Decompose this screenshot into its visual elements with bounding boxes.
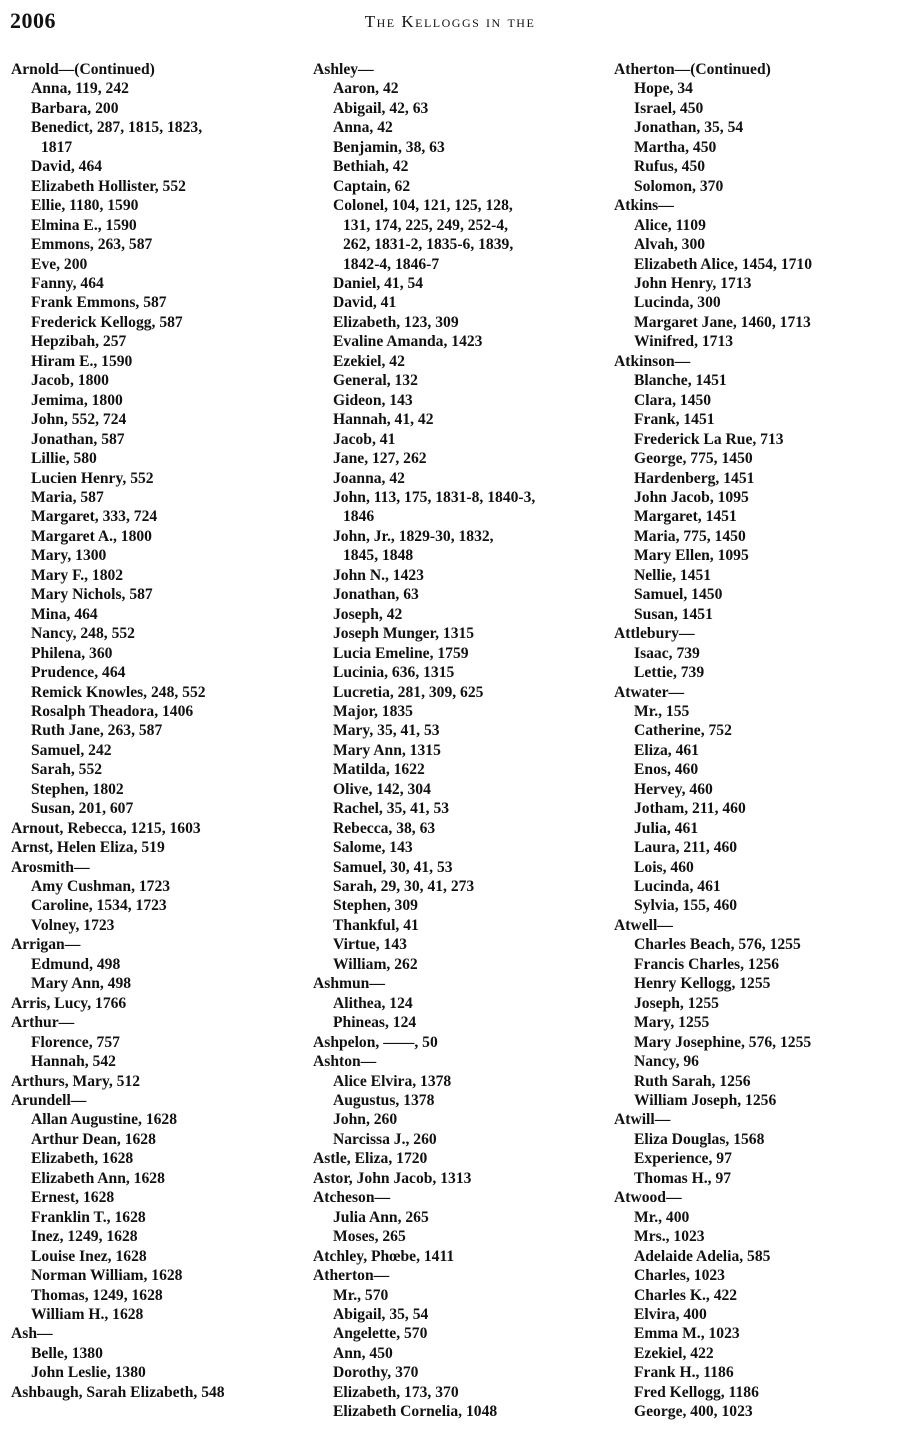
index-entry: Emmons, 263, 587 [31, 236, 153, 254]
index-entry: Mary, 1300 [31, 547, 107, 565]
index-entry: Blanche, 1451 [634, 372, 727, 390]
index-entry: Anna, 42 [333, 119, 393, 137]
index-entry: Jemima, 1800 [31, 391, 123, 409]
index-entry: Gideon, 143 [333, 391, 413, 409]
index-entry: Thomas, 1249, 1628 [31, 1286, 163, 1304]
index-entry: John, Jr., 1829-30, 1832, [333, 527, 494, 545]
index-entry: Mina, 464 [31, 605, 98, 623]
index-entry: Elizabeth, 123, 309 [333, 313, 459, 331]
index-entry: Julia Ann, 265 [333, 1208, 429, 1226]
index-entry: Joseph Munger, 1315 [333, 625, 475, 643]
index-entry: Barbara, 200 [31, 99, 119, 117]
index-entry: Frank H., 1186 [634, 1364, 734, 1382]
index-entry: Lois, 460 [634, 858, 694, 876]
index-entry: Clara, 1450 [634, 391, 712, 409]
index-entry: Joseph, 1255 [634, 994, 719, 1012]
index-entry: Norman William, 1628 [31, 1267, 183, 1285]
index-surname-heading: Atherton— [313, 1267, 390, 1285]
index-entry: Ezekiel, 422 [634, 1344, 714, 1362]
index-entry: Elizabeth Alice, 1454, 1710 [634, 255, 813, 273]
index-entry: Sylvia, 155, 460 [634, 897, 738, 915]
index-surname-heading: Attlebury— [614, 625, 695, 643]
index-entry: Mary Josephine, 576, 1255 [634, 1033, 812, 1051]
index-entry: Elizabeth, 173, 370 [333, 1383, 459, 1401]
index-entry: Mr., 400 [634, 1208, 690, 1226]
index-entry: Sarah, 29, 30, 41, 273 [333, 878, 475, 896]
index-entry: Catherine, 752 [634, 722, 732, 740]
index-entry: Samuel, 1450 [634, 586, 723, 604]
index-entry: Jonathan, 587 [31, 430, 125, 448]
index-surname-heading: Arnout, Rebecca, 1215, 1603 [11, 819, 201, 837]
index-entry: Fanny, 464 [31, 274, 104, 292]
index-entry: Nancy, 96 [634, 1053, 699, 1071]
index-entry: Prudence, 464 [31, 664, 126, 682]
index-entry: Hervey, 460 [634, 780, 713, 798]
index-surname-heading: Arrigan— [11, 936, 81, 954]
index-entry: Elmina E., 1590 [31, 216, 137, 234]
index-entry: David, 41 [333, 294, 397, 312]
index-entry: John, 113, 175, 1831-8, 1840-3, [333, 488, 536, 506]
index-entry: George, 400, 1023 [634, 1403, 753, 1421]
index-entry-continuation: 1846 [343, 508, 375, 526]
index-entry: Charles, 1023 [634, 1267, 725, 1285]
index-entry: Elvira, 400 [634, 1306, 707, 1323]
index-surname-heading: Astor, John Jacob, 1313 [313, 1169, 472, 1187]
index-entry: Solomon, 370 [634, 177, 724, 195]
index-entry: Phineas, 124 [333, 1014, 417, 1032]
running-head: The Kelloggs in the [364, 12, 536, 31]
index-entry: Stephen, 1802 [31, 780, 124, 798]
index-entry: Remick Knowles, 248, 552 [31, 683, 206, 701]
index-entry: Lucia Emeline, 1759 [333, 644, 469, 662]
index-entry: Evaline Amanda, 1423 [333, 333, 483, 351]
index-surname-heading: Atkinson— [614, 352, 691, 370]
index-entry: Frederick Kellogg, 587 [31, 313, 183, 331]
index-entry: Major, 1835 [333, 702, 413, 720]
index-surname-heading: Atherton—(Continued) [614, 61, 771, 78]
index-entry: Lillie, 580 [31, 450, 97, 468]
index-entry-continuation: 1817 [41, 138, 73, 156]
index-entry: Mr., 570 [333, 1286, 389, 1304]
index-entry: Jacob, 41 [333, 430, 396, 448]
index-entry: Thomas H., 97 [634, 1169, 732, 1187]
index-entry: Mr., 155 [634, 702, 690, 720]
index-entry: Philena, 360 [31, 644, 113, 662]
index-entry: Hardenberg, 1451 [634, 469, 755, 487]
index-entry: Lucretia, 281, 309, 625 [333, 683, 484, 701]
index-surname-heading: Atkins— [614, 197, 674, 215]
index-surname-heading: Arnst, Helen Eliza, 519 [11, 839, 165, 857]
index-entry: Elizabeth, 1628 [31, 1150, 134, 1168]
index-entry: Thankful, 41 [333, 916, 419, 934]
index-entry: Rachel, 35, 41, 53 [333, 800, 450, 818]
index-entry: Florence, 757 [31, 1033, 120, 1051]
index-entry: Salome, 143 [333, 839, 413, 857]
index-entry: Lucinia, 636, 1315 [333, 664, 455, 682]
index-surname-heading: Atwill— [614, 1111, 671, 1129]
index-entry: Emma M., 1023 [634, 1325, 740, 1343]
index-entry-continuation: 1842-4, 1846-7 [343, 255, 440, 273]
index-entry: John, 552, 724 [31, 411, 127, 429]
index-entry: Julia, 461 [634, 819, 699, 837]
index-entry: Belle, 1380 [31, 1344, 103, 1362]
index-entry: Lucinda, 461 [634, 878, 721, 896]
index-entry: Anna, 119, 242 [31, 80, 129, 98]
index-entry: Mary Ann, 498 [31, 975, 132, 993]
index-entry: Ezekiel, 42 [333, 352, 405, 370]
index-entry: Hepzibah, 257 [31, 333, 127, 351]
index-entry: Elizabeth Hollister, 552 [31, 177, 186, 195]
index-entry: Angelette, 570 [333, 1325, 428, 1343]
index-entry: Isaac, 739 [634, 644, 700, 662]
index-entry: Hiram E., 1590 [31, 352, 133, 370]
index-entry: Mary, 1255 [634, 1014, 710, 1032]
index-entry: Augustus, 1378 [333, 1092, 435, 1110]
index-entry: Frank, 1451 [634, 411, 715, 429]
index-entry: Samuel, 30, 41, 53 [333, 858, 453, 876]
index-entry: Maria, 775, 1450 [634, 527, 746, 545]
index-entry: Mrs., 1023 [634, 1228, 705, 1246]
index-entry: Volney, 1723 [31, 916, 115, 934]
index-entry: Margaret, 1451 [634, 508, 737, 526]
index-entry: Mary Ann, 1315 [333, 741, 441, 759]
index-entry: Rebecca, 38, 63 [333, 819, 436, 837]
index-column-1 [11, 60, 303, 1402]
index-entry: George, 775, 1450 [634, 450, 753, 468]
index-entry: Charles Beach, 576, 1255 [634, 936, 801, 954]
index-column-3 [614, 60, 900, 1422]
index-entry: Margaret Jane, 1460, 1713 [634, 313, 811, 331]
index-surname-heading: Ashley— [313, 61, 374, 78]
index-entry: Charles K., 422 [634, 1286, 738, 1304]
index-entry: Enos, 460 [634, 761, 699, 779]
index-entry: William H., 1628 [31, 1306, 144, 1323]
index-column-2 [313, 60, 605, 1422]
index-surname-heading: Arnold—(Continued) [11, 61, 155, 78]
index-entry: Alice Elvira, 1378 [333, 1072, 452, 1090]
index-surname-heading: Astle, Eliza, 1720 [313, 1150, 428, 1168]
index-entry: Eliza Douglas, 1568 [634, 1130, 765, 1148]
index-surname-heading: Ashmun— [313, 975, 385, 993]
index-entry: Henry Kellogg, 1255 [634, 975, 771, 993]
index-entry: Virtue, 143 [333, 936, 407, 954]
index-entry: Lettie, 739 [634, 664, 705, 682]
index-entry: Susan, 201, 607 [31, 800, 134, 818]
index-entry: Susan, 1451 [634, 605, 713, 623]
index-surname-heading: Atcheson— [313, 1189, 391, 1207]
index-surname-heading: Arris, Lucy, 1766 [11, 994, 127, 1012]
index-entry: Arthur Dean, 1628 [31, 1130, 156, 1148]
index-entry: Laura, 211, 460 [634, 839, 738, 857]
index-entry: Joanna, 42 [333, 469, 405, 487]
index-entry: Aaron, 42 [333, 80, 399, 98]
index-entry: John, 260 [333, 1111, 398, 1129]
index-entry: Lucinda, 300 [634, 294, 721, 312]
index-entry: Samuel, 242 [31, 741, 112, 759]
index-entry: Mary Nichols, 587 [31, 586, 153, 604]
index-entry: John Jacob, 1095 [634, 488, 749, 506]
index-entry: Moses, 265 [333, 1228, 406, 1246]
index-entry: Narcissa J., 260 [333, 1130, 437, 1148]
page-number: 2006 [10, 8, 56, 33]
index-entry: Adelaide Adelia, 585 [634, 1247, 771, 1265]
index-entry: David, 464 [31, 158, 103, 176]
index-entry: Jonathan, 63 [333, 586, 419, 604]
index-surname-heading: Arthurs, Mary, 512 [11, 1072, 141, 1090]
index-entry: Alice, 1109 [634, 216, 706, 234]
index-surname-heading: Ash— [11, 1325, 53, 1343]
index-entry: Jonathan, 35, 54 [634, 119, 744, 137]
index-entry: Eliza, 461 [634, 741, 699, 759]
index-entry: Martha, 450 [634, 138, 717, 156]
index-entry: Frank Emmons, 587 [31, 294, 167, 312]
index-entry: Jacob, 1800 [31, 372, 109, 390]
index-entry: Benedict, 287, 1815, 1823, [31, 119, 203, 137]
index-entry: Matilda, 1622 [333, 761, 425, 779]
index-entry: Fred Kellogg, 1186 [634, 1383, 759, 1401]
index-entry: Daniel, 41, 54 [333, 274, 424, 292]
index-entry: Maria, 587 [31, 488, 104, 506]
index-entry: Hannah, 542 [31, 1053, 116, 1071]
index-surname-heading: Ashton— [313, 1053, 377, 1071]
index-entry: Mary F., 1802 [31, 566, 124, 584]
index-entry: Bethiah, 42 [333, 158, 409, 176]
index-entry: Benjamin, 38, 63 [333, 138, 445, 156]
index-entry: Ann, 450 [333, 1344, 393, 1362]
index-entry: John Henry, 1713 [634, 274, 752, 292]
index-entry: Winifred, 1713 [634, 333, 734, 351]
index-entry: Elizabeth Ann, 1628 [31, 1169, 165, 1187]
index-entry: Jotham, 211, 460 [634, 800, 746, 818]
index-surname-heading: Atwater— [614, 683, 685, 701]
index-entry: Hannah, 41, 42 [333, 411, 434, 429]
index-entry: Edmund, 498 [31, 955, 121, 973]
index-entry: Elizabeth Cornelia, 1048 [333, 1403, 498, 1421]
index-entry-continuation: 1845, 1848 [343, 547, 414, 565]
index-entry: Rufus, 450 [634, 158, 706, 176]
index-surname-heading: Atwood— [614, 1189, 682, 1207]
index-entry: Alithea, 124 [333, 994, 413, 1012]
index-entry: Lucien Henry, 552 [31, 469, 154, 487]
index-entry: Ruth Jane, 263, 587 [31, 722, 163, 740]
index-entry: Olive, 142, 304 [333, 780, 431, 798]
index-entry: William Joseph, 1256 [634, 1092, 777, 1110]
index-entry: Ellie, 1180, 1590 [31, 197, 139, 215]
index-entry: Colonel, 104, 121, 125, 128, [333, 197, 513, 215]
index-entry: Francis Charles, 1256 [634, 955, 780, 973]
index-entry: Margaret A., 1800 [31, 527, 152, 545]
index-entry: Nancy, 248, 552 [31, 625, 135, 643]
index-entry: Eve, 200 [31, 255, 88, 273]
index-surname-heading: Arosmith— [11, 858, 90, 876]
index-entry: Jane, 127, 262 [333, 450, 427, 468]
index-entry: Israel, 450 [634, 99, 704, 117]
index-entry: Stephen, 309 [333, 897, 418, 915]
index-entry: Allan Augustine, 1628 [31, 1111, 178, 1129]
index-entry: John N., 1423 [333, 566, 424, 584]
index-entry: Experience, 97 [634, 1150, 732, 1168]
index-entry: General, 132 [333, 372, 418, 390]
index-entry: William, 262 [333, 955, 418, 973]
index-entry: John Leslie, 1380 [31, 1364, 146, 1382]
index-surname-heading: Arundell— [11, 1092, 87, 1110]
index-entry: Mary Ellen, 1095 [634, 547, 749, 565]
index-entry: Frederick La Rue, 713 [634, 430, 784, 448]
index-entry: Louise Inez, 1628 [31, 1247, 147, 1265]
index-entry: Joseph, 42 [333, 605, 403, 623]
index-entry: Margaret, 333, 724 [31, 508, 158, 526]
index-entry: Franklin T., 1628 [31, 1208, 146, 1226]
index-surname-heading: Ashpelon, ——, 50 [313, 1033, 438, 1051]
index-entry: Inez, 1249, 1628 [31, 1228, 138, 1246]
index-entry: Nellie, 1451 [634, 566, 712, 584]
index-entry: Ruth Sarah, 1256 [634, 1072, 751, 1090]
index-entry: Captain, 62 [333, 177, 411, 195]
index-entry: Abigail, 35, 54 [333, 1306, 429, 1323]
index-entry-continuation: 262, 1831-2, 1835-6, 1839, [343, 236, 514, 254]
index-surname-heading: Atwell— [614, 916, 673, 934]
index-entry-continuation: 131, 174, 225, 249, 252-4, [343, 216, 509, 234]
index-surname-heading: Arthur— [11, 1014, 75, 1032]
index-entry: Caroline, 1534, 1723 [31, 897, 167, 915]
index-entry: Abigail, 42, 63 [333, 99, 429, 117]
index-surname-heading: Ashbaugh, Sarah Elizabeth, 548 [11, 1383, 225, 1401]
index-surname-heading: Atchley, Phœbe, 1411 [313, 1247, 455, 1265]
index-entry: Alvah, 300 [634, 236, 706, 254]
index-entry: Amy Cushman, 1723 [31, 878, 171, 896]
index-entry: Mary, 35, 41, 53 [333, 722, 440, 740]
index-entry: Rosalph Theadora, 1406 [31, 702, 194, 720]
index-entry: Ernest, 1628 [31, 1189, 115, 1207]
index-entry: Sarah, 552 [31, 761, 103, 779]
index-entry: Dorothy, 370 [333, 1364, 419, 1382]
index-entry: Hope, 34 [634, 80, 693, 98]
